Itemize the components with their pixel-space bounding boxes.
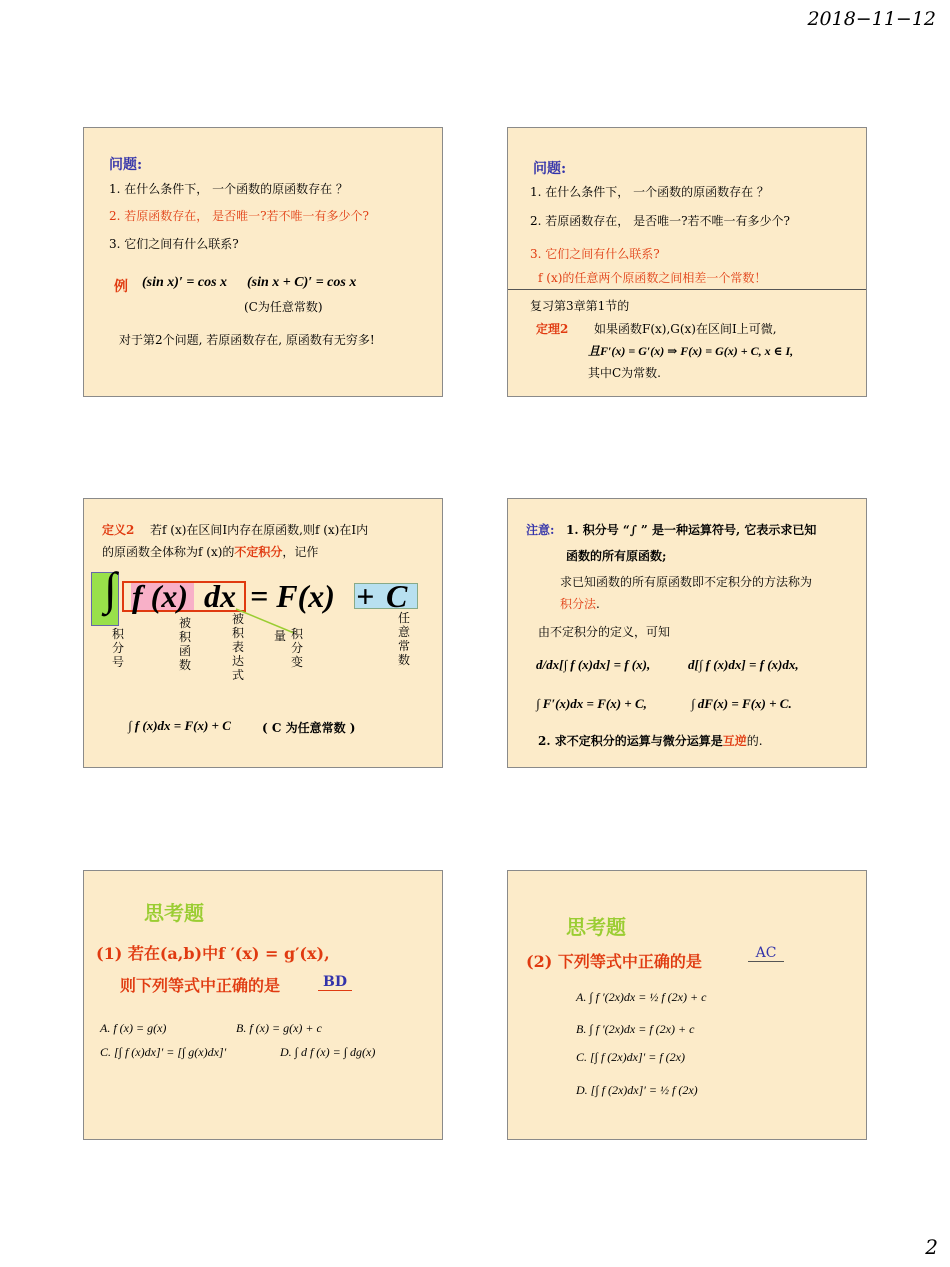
big-fx: f (x) — [132, 578, 188, 614]
option-b: B. f (x) = g(x) + c — [236, 1021, 322, 1035]
example-formula-1: (sin x)′ = cos x — [142, 275, 228, 290]
theorem-line-2: 且F′(x) = G′(x) ⇒ F(x) = G(x) + C, x ∈ I, — [588, 344, 794, 358]
definition-formula: ∫ f (x)dx = F(x) + C — [128, 718, 231, 733]
slide-title: 思考题 — [566, 915, 626, 939]
slide-definition — [83, 498, 443, 768]
theorem-line-3: 其中C为常数. — [588, 366, 661, 380]
definition-tail: ，记作 — [282, 545, 319, 559]
definition-term: 不定积分 — [234, 545, 283, 559]
slide-questions-2 — [507, 127, 867, 397]
question-3-answer: f (x)的任意两个原函数之间相差一个常数！ — [538, 271, 767, 285]
option-d: D. [∫ f (2x)dx]′ = ½ f (2x) — [576, 1083, 698, 1097]
definition-line-1: 若f (x)在区间I内存在原函数,则f (x)在I内 — [150, 523, 369, 537]
question-1: 1. 在什么条件下， 一个函数的原函数存在 ？ — [530, 185, 769, 199]
note-2-tail: 的. — [746, 734, 763, 748]
slide-title: 思考题 — [144, 901, 204, 925]
method-term: 积分法 — [560, 597, 597, 611]
option-c: C. [∫ f (2x)dx]′ = f (2x) — [576, 1050, 685, 1064]
note-2 — [538, 732, 763, 749]
definition-label: 定义2 — [102, 523, 135, 537]
page-number: 2 — [925, 1235, 938, 1259]
exercise-line-1: (1) 若在(a,b)中f ′(x) = g′(x), — [96, 944, 330, 963]
formula-row-1a: d/dx[∫ f (x)dx] = f (x), — [536, 657, 651, 672]
big-C: C — [386, 578, 408, 614]
formula-row-1b: d[∫ f (x)dx] = f (x)dx, — [688, 657, 799, 672]
exercise-line-2: 则下列等式中正确的是 — [120, 976, 281, 995]
exercise-answer: AC — [748, 945, 784, 962]
label-integrand: 被积函数 — [179, 616, 192, 672]
integral-sign-icon: ∫ — [104, 563, 117, 614]
option-a: A. f (x) = g(x) — [100, 1021, 167, 1035]
slide-notes — [507, 498, 867, 768]
big-dx: dx — [204, 578, 236, 614]
label-integrand-expression: 被积表达式 — [232, 612, 245, 682]
formula-note: ( C 为任意常数 ) — [262, 721, 356, 735]
label-liang: 量 — [274, 629, 287, 643]
option-a: A. ∫ f ′(2x)dx = ½ f (2x) + c — [576, 990, 707, 1004]
option-b: B. ∫ f ′(2x)dx = f (2x) + c — [576, 1022, 695, 1036]
question-3: 3. 它们之间有什么联系? — [109, 237, 239, 251]
slide-exercise-1 — [83, 870, 443, 1140]
note-label: 注意: — [526, 523, 555, 537]
question-2: 2. 若原函数存在， 是否唯一?若不唯一有多少个? — [530, 214, 790, 228]
exercise-line-1: (2) 下列等式中正确的是 — [526, 952, 702, 971]
definition-text: 的原函数全体称为f (x)的 — [102, 545, 235, 559]
slide-questions-1 — [83, 127, 443, 397]
label-arbitrary-constant: 任意常数 — [398, 611, 411, 667]
by-definition-text: 由不定积分的定义，可知 — [538, 625, 671, 639]
review-text: 复习第3章第1节的 — [530, 299, 630, 313]
example-label: 例 — [114, 279, 128, 295]
note-method-line-1: 求已知函数的所有原函数即不定积分的方法称为 — [560, 575, 813, 589]
slide-exercise-2 — [507, 870, 867, 1140]
big-equals-F: = F(x) — [250, 578, 335, 614]
note-2-term: 互逆 — [722, 734, 747, 748]
divider — [508, 289, 867, 290]
question-1: 1. 在什么条件下， 一个函数的原函数存在 ？ — [109, 182, 348, 196]
note-1-line-2: 函数的所有原函数; — [566, 549, 667, 563]
big-plus: + — [356, 578, 375, 614]
header-date: 2018−11−12 — [807, 8, 936, 30]
exercise-answer: BD — [318, 974, 352, 991]
option-c: C. [∫ f (x)dx]′ = [∫ g(x)dx]′ — [100, 1045, 227, 1059]
answer-text: 对于第2个问题, 若原函数存在, 原函数有无穷多! — [119, 333, 375, 347]
example-note: (C为任意常数) — [244, 300, 323, 314]
option-d: D. ∫ d f (x) = ∫ dg(x) — [280, 1045, 376, 1059]
definition-line-2 — [102, 543, 318, 560]
formula-row-2b: ∫ dF(x) = F(x) + C. — [691, 696, 792, 711]
note-method-line-2 — [560, 595, 600, 612]
label-integration-variable: 积分变 — [291, 627, 304, 669]
example-formula-2: (sin x + C)′ = cos x — [247, 275, 357, 290]
note-2-text: 2. 求不定积分的运算与微分运算是 — [538, 734, 723, 748]
question-2: 2. 若原函数存在， 是否唯一?若不唯一有多少个? — [109, 209, 369, 223]
slide-title: 问题: — [109, 157, 143, 173]
label-integral-sign: 积分号 — [112, 627, 125, 669]
note-1-line-1: 1. 积分号 “∫ ” 是一种运算符号, 它表示求已知 — [566, 523, 817, 537]
formula-row-2a: ∫ F′(x)dx = F(x) + C, — [536, 696, 647, 711]
slide-title: 问题: — [533, 161, 567, 177]
theorem-line-1: 如果函数F(x),G(x)在区间I上可微, — [594, 322, 777, 336]
question-3: 3. 它们之间有什么联系? — [530, 247, 660, 261]
theorem-label: 定理2 — [536, 322, 569, 336]
method-period: . — [596, 597, 600, 611]
